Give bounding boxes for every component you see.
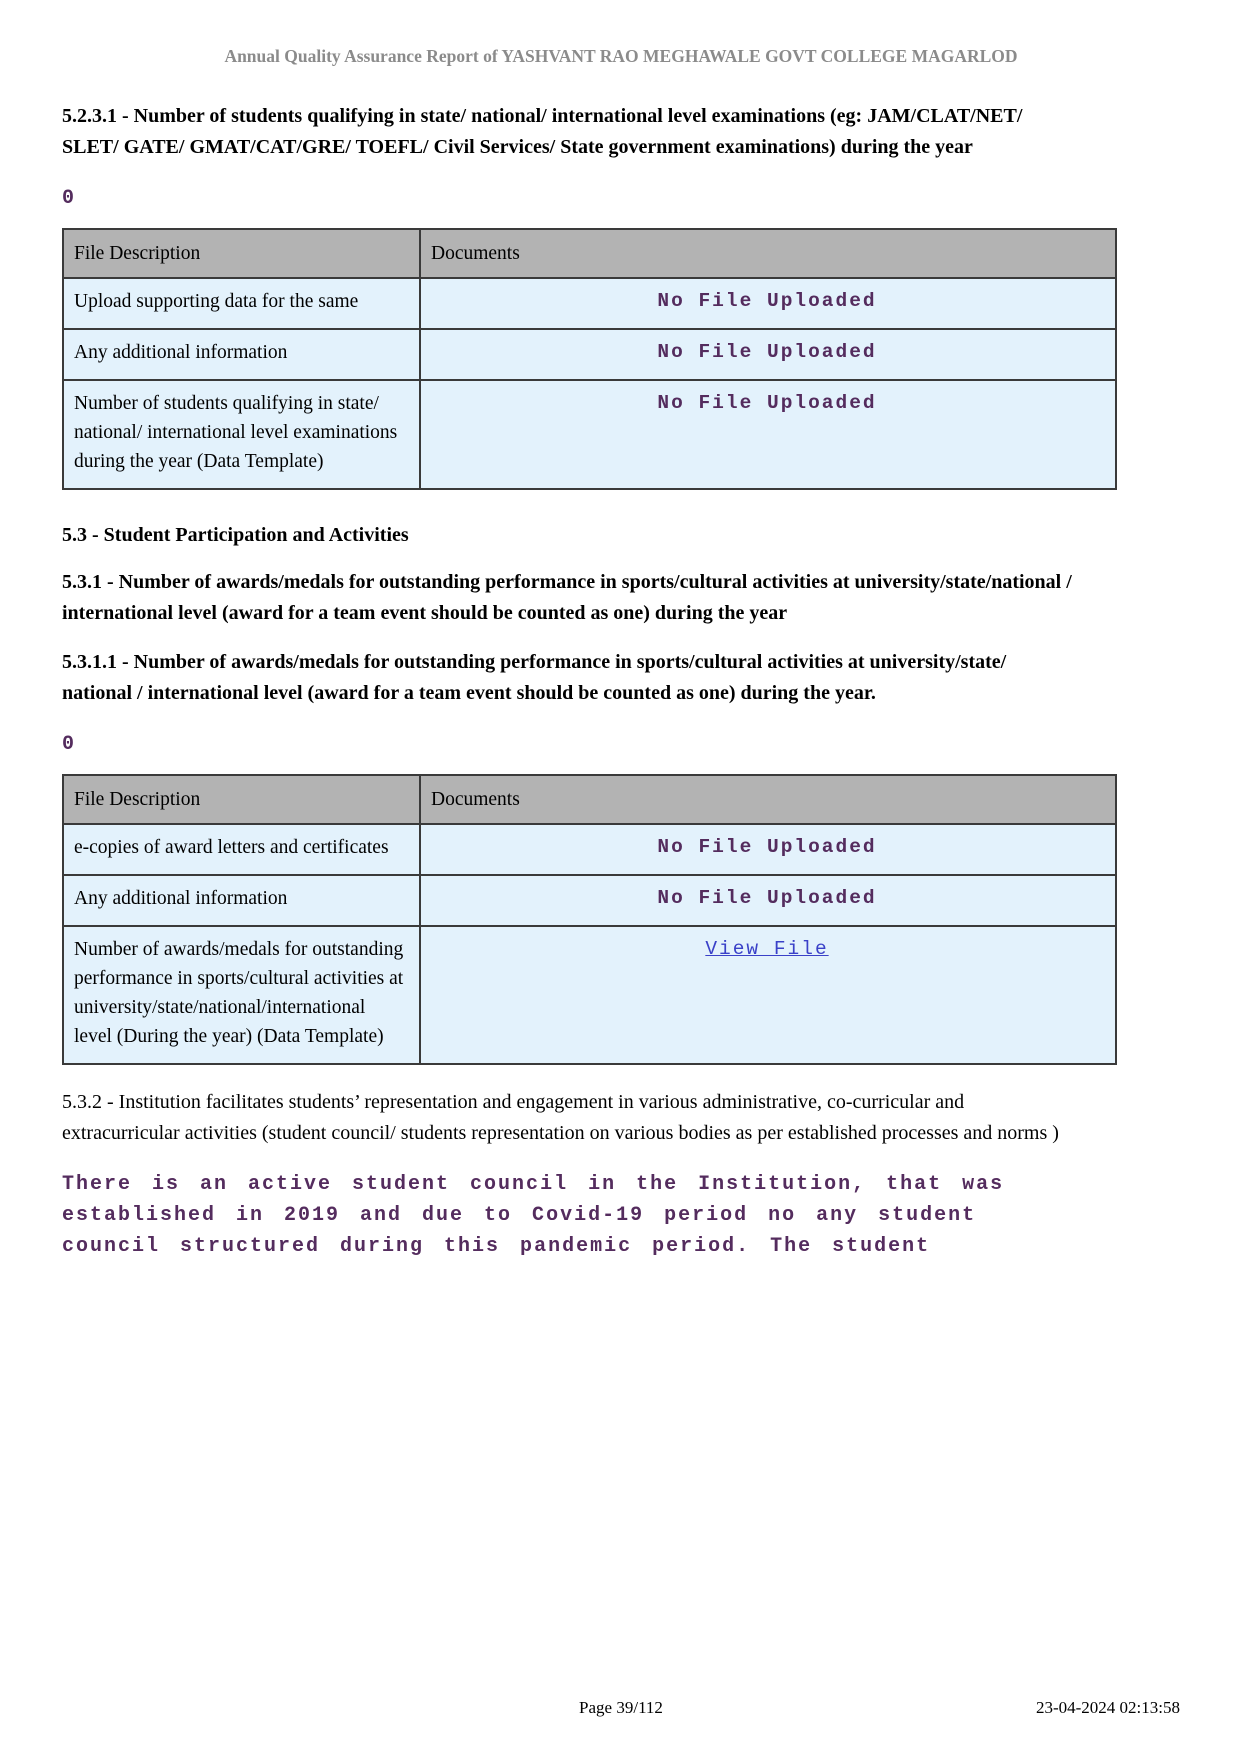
documents-header: Documents bbox=[420, 775, 1116, 824]
file-description-cell: Number of students qualifying in state/ national/ international level examinations during the year (Data Template) bbox=[63, 380, 420, 489]
document-status-cell: No File Uploaded bbox=[420, 380, 1116, 489]
file-description-table-2 bbox=[62, 774, 1117, 1065]
document-link-cell bbox=[420, 926, 1116, 1064]
table-header-row bbox=[63, 229, 1116, 278]
table-row bbox=[63, 380, 1116, 489]
file-description-header: File Description bbox=[63, 229, 420, 278]
file-description-cell: Any additional information bbox=[63, 329, 420, 380]
page-number: Page 39/112 bbox=[579, 1698, 663, 1717]
heading-5-3-1-1: 5.3.1.1 - Number of awards/medals for outstanding performance in sports/cultural activities at university/state/ national / international level (award for a team event should be counted as one) during the year. bbox=[62, 651, 1007, 704]
student-council-note: There is an active student council in the Institution, that was established in 2019 and due to Covid-19 period no any student council structured during this pandemic period. The student bbox=[62, 1173, 1005, 1258]
document-status-cell: No File Uploaded bbox=[420, 278, 1116, 329]
table-row bbox=[63, 926, 1116, 1064]
timestamp: 23-04-2024 02:13:58 bbox=[1035, 1698, 1180, 1717]
file-description-cell: Number of awards/medals for outstanding performance in sports/cultural activities at university/state/national/international level (During the year) (Data Template) bbox=[63, 926, 420, 1064]
table-row bbox=[63, 329, 1116, 380]
heading-5-2-3-1: 5.2.3.1 - Number of students qualifying in state/ national/ international level examinations (eg: JAM/CLAT/NET/ SLET/ GATE/ GMAT/CAT/GRE/ TOEFL/ Civil Services/ State government examinations) during the year bbox=[62, 105, 1023, 158]
value-5-2-3-1: 0 bbox=[62, 187, 75, 210]
report-title: Annual Quality Assurance Report of YASHVANT RAO MEGHAWALE GOVT COLLEGE MAGARLOD bbox=[224, 46, 1018, 66]
documents-header: Documents bbox=[420, 229, 1116, 278]
heading-5-3-1: 5.3.1 - Number of awards/medals for outstanding performance in sports/cultural activities at university/state/national / international level (award for a team event should be counted as one) during the year bbox=[62, 571, 1072, 624]
document-status-cell: No File Uploaded bbox=[420, 875, 1116, 926]
file-description-cell: Upload supporting data for the same bbox=[63, 278, 420, 329]
page-footer bbox=[62, 1698, 1180, 1720]
view-file-link[interactable]: View File bbox=[705, 938, 829, 960]
document-status-cell: No File Uploaded bbox=[420, 824, 1116, 875]
paragraph-5-3-2: 5.3.2 - Institution facilitates students’ representation and engagement in various administrative, co-curricular and extracurricular activities (student council/ students representation on various bodies as per established processes and norms ) bbox=[62, 1091, 1059, 1144]
table-row bbox=[63, 824, 1116, 875]
value-5-3-1-1: 0 bbox=[62, 733, 75, 756]
file-description-table-1 bbox=[62, 228, 1117, 490]
document-status-cell: No File Uploaded bbox=[420, 329, 1116, 380]
file-description-cell: Any additional information bbox=[63, 875, 420, 926]
file-description-cell: e-copies of award letters and certificates bbox=[63, 824, 420, 875]
file-description-header: File Description bbox=[63, 775, 420, 824]
table-row bbox=[63, 875, 1116, 926]
heading-5-3: 5.3 - Student Participation and Activities bbox=[62, 524, 409, 546]
table-header-row bbox=[63, 775, 1116, 824]
table-row bbox=[63, 278, 1116, 329]
